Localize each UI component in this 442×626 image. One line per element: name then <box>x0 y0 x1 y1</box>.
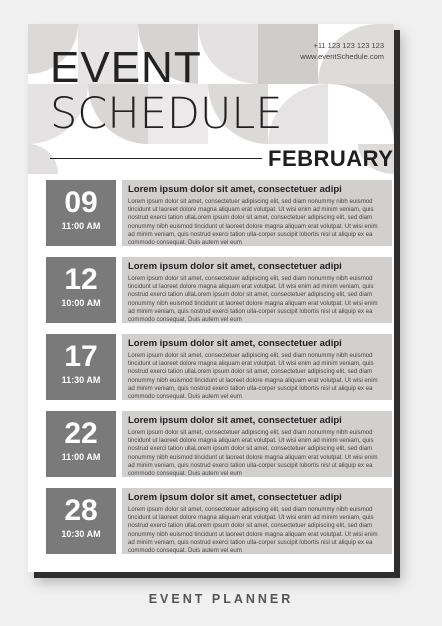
footer-caption: EVENT PLANNER <box>148 592 294 606</box>
event-poster <box>28 24 394 572</box>
event-item <box>46 334 392 400</box>
event-heading: Lorem ipsum dolor sit amet, consectetuer adipi <box>128 415 342 426</box>
event-body: Lorem ipsum dolor sit amet, consectetuer adipiscing elit, sed diam nonummy nibh euismod tincidunt ut laoreet dolore magna aliquam erat volutpat. Ut wisi enim ad minim veniam, quis nostrud exerci tation ullaLorem ipsum dolor sit amet, consectetuer adipiscing elit, sed diam nonummy nibh euismod tincidunt ut laoreet dolore magna aliquam erat volutpat. Ut wisi enim ad minim veniam, quis nostrud exerci tation ulla-corper suscipit lobortis nisl ut aliquip ex ea commodo consequat. Duis autem vel eum <box>128 352 378 401</box>
event-day: 12 <box>64 263 98 296</box>
event-body: Lorem ipsum dolor sit amet, consectetuer adipiscing elit, sed diam nonummy nibh euismod tincidunt ut laoreet dolore magna aliquam erat volutpat. Ut wisi enim ad minim veniam, quis nostrud exerci tation ullaLorem ipsum dolor sit amet, consectetuer adipiscing elit, sed diam nonummy nibh euismod tincidunt ut laoreet dolore magna aliquam erat volutpat. Ut wisi enim ad minim veniam, quis nostrud exerci tation ulla-corper suscipit lobortis nisl ut aliquip ex ea commodo consequat. Duis autem vel eum <box>128 275 378 324</box>
event-item <box>46 488 392 554</box>
event-body: Lorem ipsum dolor sit amet, consectetuer adipiscing elit, sed diam nonummy nibh euismod tincidunt ut laoreet dolore magna aliquam erat volutpat. Ut wisi enim ad minim veniam, quis nostrud exerci tation ullaLorem ipsum dolor sit amet, consectetuer adipiscing elit, sed diam nonummy nibh euismod tincidunt ut laoreet dolore magna aliquam erat volutpat. Ut wisi enim ad minim veniam, quis nostrud exerci tation ulla-corper suscipit lobortis nisl ut aliquip ex ea commodo consequat. Duis autem vel eum <box>128 198 378 247</box>
event-item <box>46 257 392 323</box>
date-box <box>46 334 116 400</box>
event-heading: Lorem ipsum dolor sit amet, consectetuer adipi <box>128 184 342 195</box>
date-box <box>46 411 116 477</box>
event-item <box>46 180 392 246</box>
event-day: 09 <box>64 186 98 219</box>
date-box <box>46 180 116 246</box>
event-body: Lorem ipsum dolor sit amet, consectetuer adipiscing elit, sed diam nonummy nibh euismod tincidunt ut laoreet dolore magna aliquam erat volutpat. Ut wisi enim ad minim veniam, quis nostrud exerci tation ullaLorem ipsum dolor sit amet, consectetuer adipiscing elit, sed diam nonummy nibh euismod tincidunt ut laoreet dolore magna aliquam erat volutpat. Ut wisi enim ad minim veniam, quis nostrud exerci tation ulla-corper suscipit lobortis nisl ut aliquip ex ea commodo consequat. Duis autem vel eum <box>128 506 378 555</box>
event-description <box>122 411 392 477</box>
event-description <box>122 257 392 323</box>
month-label: FEBRUARY <box>268 146 394 171</box>
event-description <box>122 334 392 400</box>
event-time: 11:00 AM <box>61 452 101 462</box>
event-time: 10:00 AM <box>61 298 101 308</box>
event-day: 22 <box>64 417 98 450</box>
event-time: 10:30 AM <box>61 529 101 539</box>
event-description <box>122 180 392 246</box>
event-day: 17 <box>64 340 98 373</box>
phone-number: +11 123 123 123 123 <box>313 41 384 50</box>
event-time: 11:30 AM <box>61 375 101 385</box>
event-day: 28 <box>64 494 98 527</box>
event-time: 11:00 AM <box>61 221 101 231</box>
event-body: Lorem ipsum dolor sit amet, consectetuer adipiscing elit, sed diam nonummy nibh euismod tincidunt ut laoreet dolore magna aliquam erat volutpat. Ut wisi enim ad minim veniam, quis nostrud exerci tation ullaLorem ipsum dolor sit amet, consectetuer adipiscing elit, sed diam nonummy nibh euismod tincidunt ut laoreet dolore magna aliquam erat volutpat. Ut wisi enim ad minim veniam, quis nostrud exerci tation ulla-corper suscipit lobortis nisl ut aliquip ex ea commodo consequat. Duis autem vel eum <box>128 429 378 478</box>
event-heading: Lorem ipsum dolor sit amet, consectetuer adipi <box>128 338 342 349</box>
title-schedule: SCHEDULE <box>50 89 283 139</box>
website: www.eventSchedule.com <box>300 52 384 61</box>
date-box <box>46 488 116 554</box>
contact-info <box>300 40 384 62</box>
title-event: EVENT <box>50 43 202 92</box>
title-divider <box>50 158 262 159</box>
event-item <box>46 411 392 477</box>
event-heading: Lorem ipsum dolor sit amet, consectetuer adipi <box>128 492 342 503</box>
date-box <box>46 257 116 323</box>
event-heading: Lorem ipsum dolor sit amet, consectetuer adipi <box>128 261 342 272</box>
event-description <box>122 488 392 554</box>
